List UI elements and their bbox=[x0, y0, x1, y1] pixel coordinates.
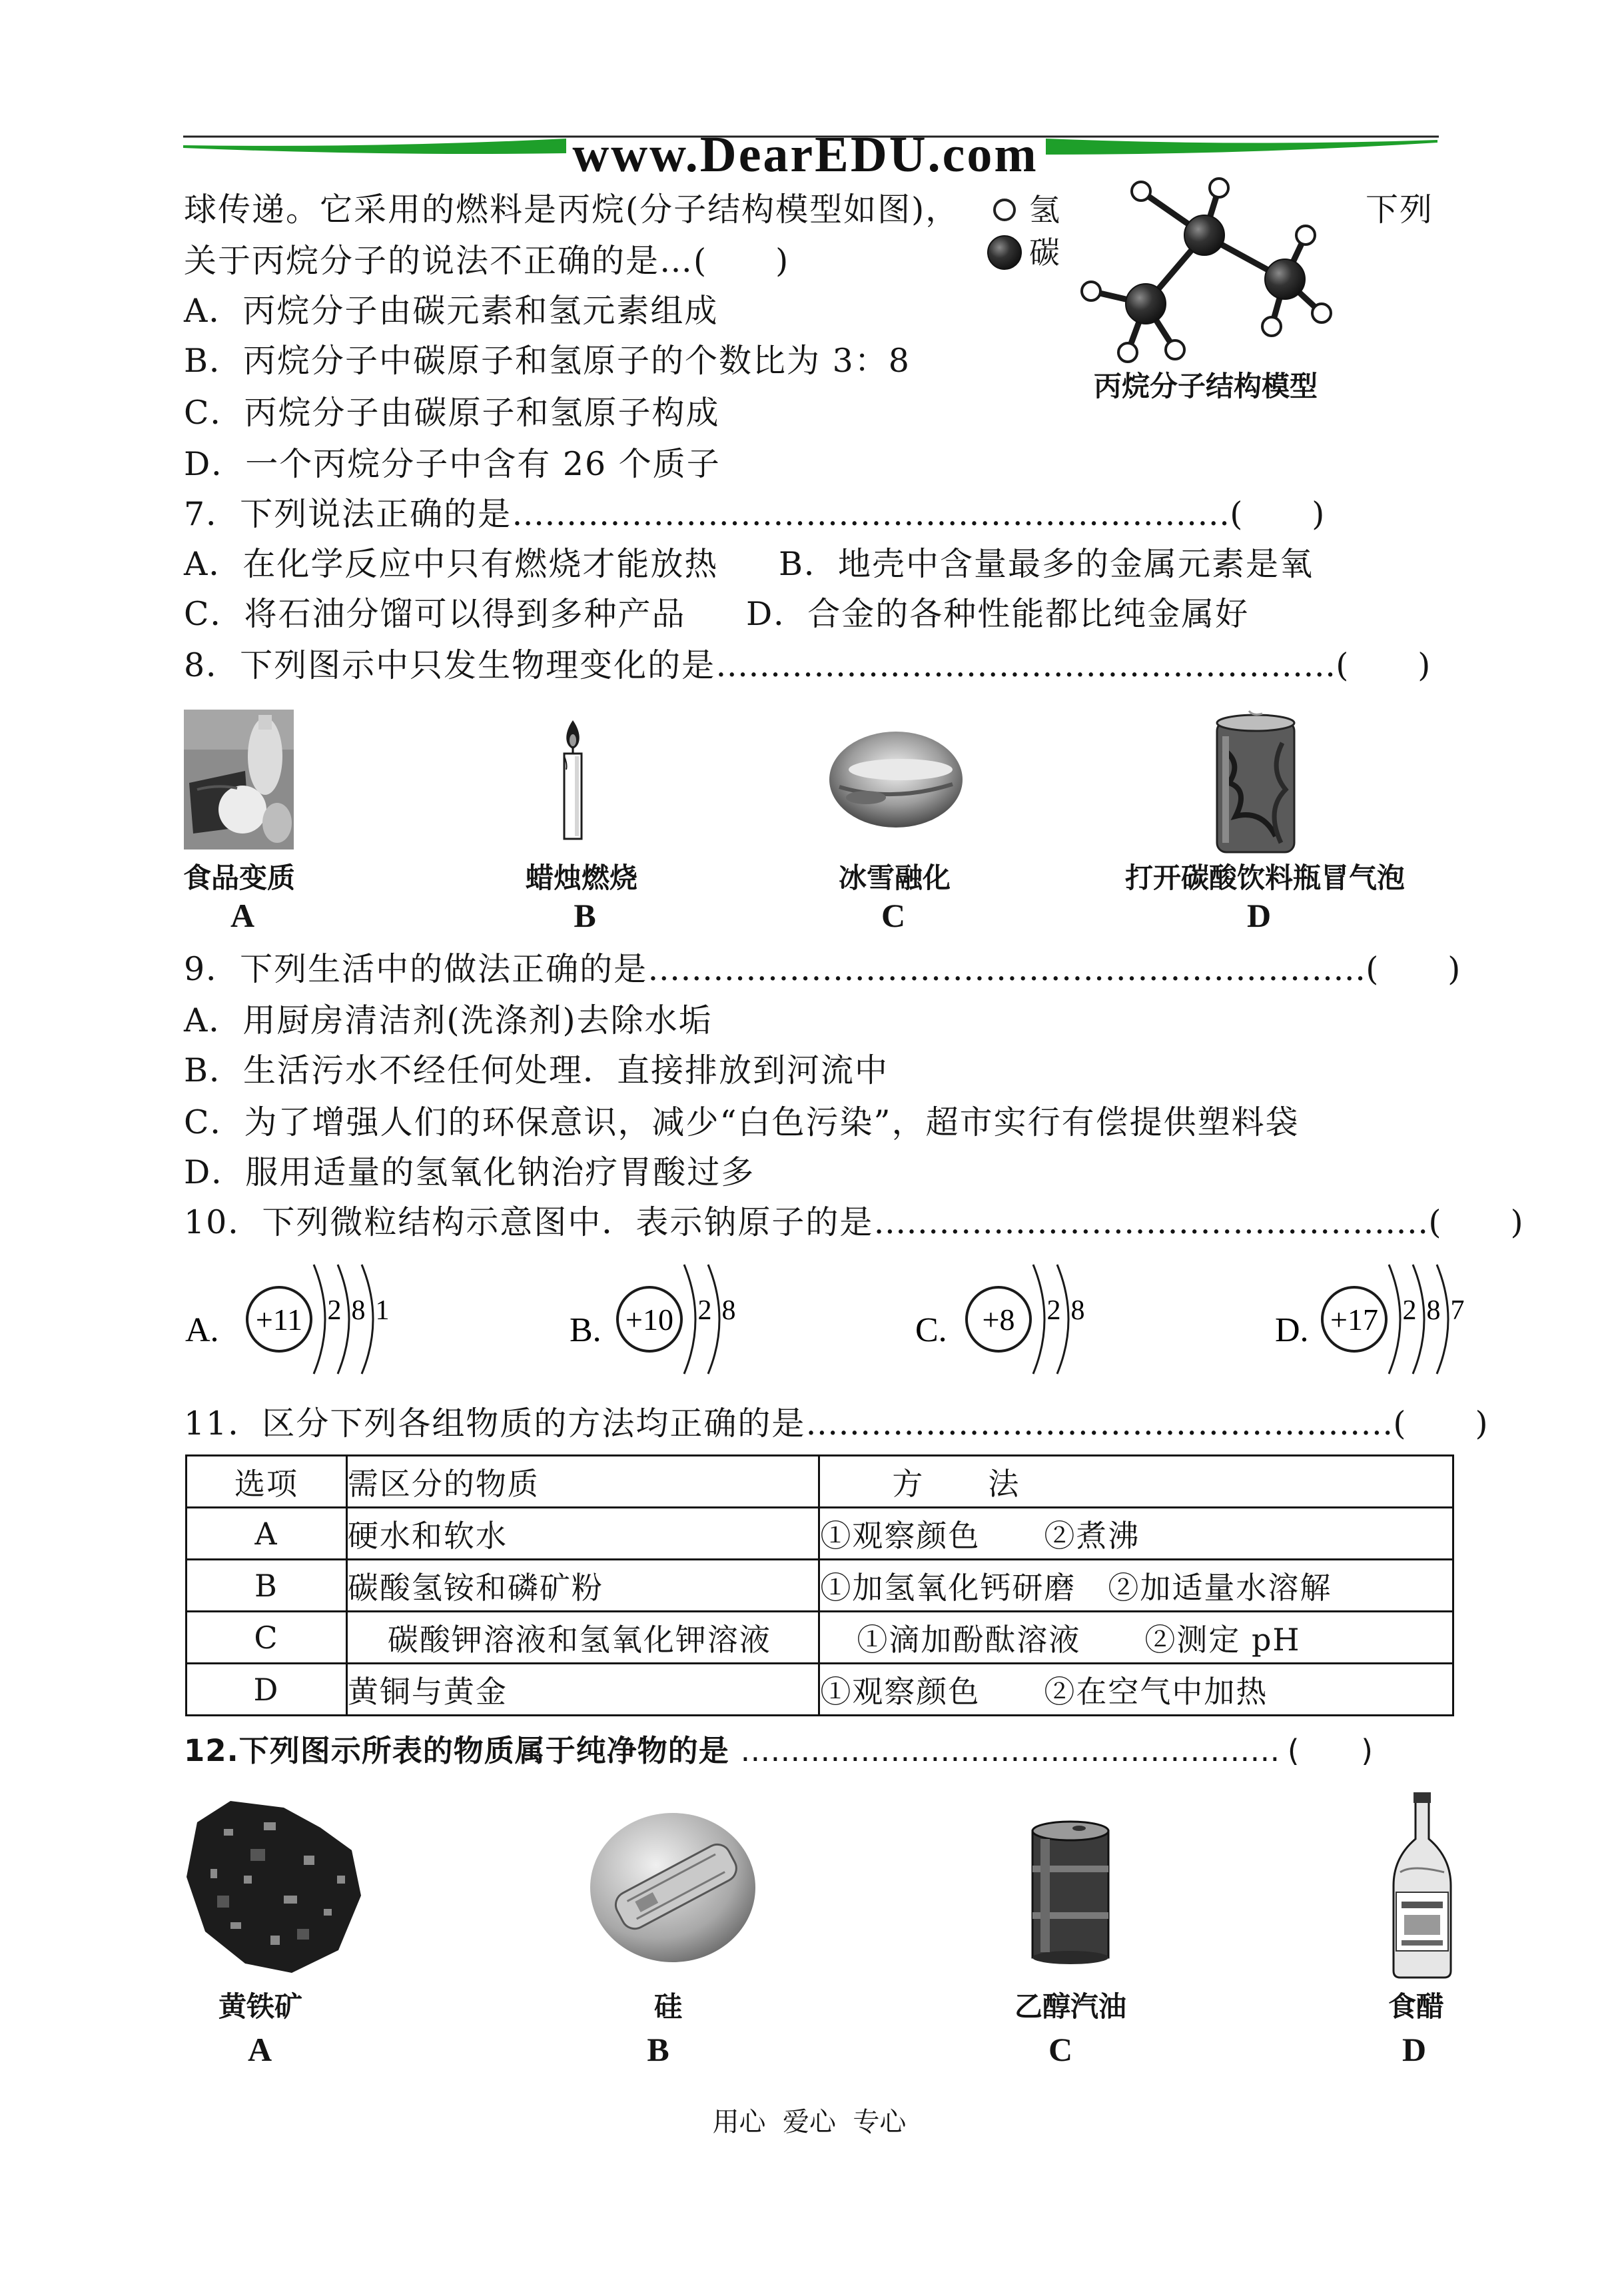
soda-can-image bbox=[1202, 710, 1309, 856]
q6-stem-line1: 球传递。它采用的燃料是丙烷(分子结构模型如图)， bbox=[184, 191, 960, 229]
food-spoilage-image bbox=[184, 710, 294, 850]
q6-stem-line2 bbox=[184, 236, 789, 287]
figure-caption: 丙烷分子结构模型 bbox=[1093, 370, 1318, 402]
q6-option-b: B．丙烷分子中碳原子和氢原子的个数比为 3：8 bbox=[184, 342, 911, 380]
answer-blank: ( ) bbox=[1230, 495, 1326, 533]
table-cell-option: A bbox=[187, 1508, 347, 1560]
pyrite-image bbox=[184, 1796, 364, 1979]
vinegar-bottle-image bbox=[1386, 1792, 1459, 1980]
q10-stem: 10．下列微粒结构示意图中．表示钠原子的是 bbox=[184, 1203, 874, 1241]
q9-option-a: A．用厨房清洁剂(洗涤剂)去除水垢 bbox=[184, 1001, 713, 1039]
q7-option-b: B．地壳中含量最多的金属元素是氧 bbox=[779, 545, 1314, 583]
shell-electrons: 8 bbox=[1426, 1295, 1441, 1326]
q6-option-c: C．丙烷分子由碳原子和氢原子构成 bbox=[184, 394, 720, 432]
page-footer-motto: 用心 爱心 专心 bbox=[712, 2107, 907, 2137]
q8-picture-label-a: 食品变质 bbox=[183, 861, 295, 894]
legend-carbon-label: 碳 bbox=[1029, 235, 1060, 271]
q12-picture-label-d: 食醋 bbox=[1388, 1990, 1444, 2023]
shell-electrons: 1 bbox=[375, 1295, 390, 1326]
table-cell-option: D bbox=[187, 1664, 347, 1716]
q9-option-b: B．生活污水不经任何处理．直接排放到河流中 bbox=[184, 1051, 889, 1089]
table-cell-option: C bbox=[187, 1612, 347, 1664]
table-row bbox=[187, 1664, 1453, 1716]
q6-stem-line1-tail: 下列 bbox=[1366, 191, 1434, 229]
q8-stem-line bbox=[184, 640, 1432, 691]
q11-stem-line bbox=[184, 1399, 1489, 1449]
option-letter: A. bbox=[185, 1311, 219, 1349]
answer-blank: ( ) bbox=[693, 242, 790, 280]
q9-stem: 9．下列生活中的做法正确的是 bbox=[184, 950, 648, 988]
table-cell-methods: ①观察颜色 ②煮沸 bbox=[819, 1508, 1453, 1560]
atom-diagram-d bbox=[1275, 1253, 1475, 1386]
atom-diagram-a bbox=[185, 1253, 398, 1386]
table-cell-methods: ①加氢氧化钙研磨 ②加适量水溶解 bbox=[819, 1560, 1453, 1612]
shell-electrons: 7 bbox=[1450, 1295, 1465, 1326]
melting-snow-image bbox=[826, 723, 966, 836]
q8-picture-letter-c: C bbox=[881, 897, 906, 934]
table-row bbox=[187, 1612, 1453, 1664]
atom-diagram-c bbox=[915, 1253, 1115, 1386]
shell-electrons: 2 bbox=[697, 1295, 712, 1326]
q12-picture-letter-a: A bbox=[247, 2031, 272, 2068]
q7-options-row-2 bbox=[184, 589, 1383, 640]
dot-leader: …………………………………………… bbox=[873, 1203, 1429, 1241]
table-row bbox=[187, 1508, 1453, 1560]
answer-blank: ( ) bbox=[1428, 1203, 1525, 1241]
q6-stem-text: 关于丙烷分子的说法不正确的是… bbox=[184, 242, 694, 280]
dot-leader: ………………………………………………………… bbox=[512, 495, 1230, 533]
dot-leader: ……………………………………………… bbox=[805, 1405, 1394, 1442]
answer-blank: ( ) bbox=[1336, 646, 1432, 684]
q9-option-d: D．服用适量的氢氧化钠治疗胃酸过多 bbox=[184, 1153, 755, 1191]
atom-diagram-b bbox=[570, 1253, 769, 1386]
q12-picture-letter-b: B bbox=[647, 2031, 669, 2068]
table-cell-option: B bbox=[187, 1560, 347, 1612]
nucleus-charge: +17 bbox=[1330, 1303, 1378, 1337]
candle-image bbox=[546, 716, 600, 843]
site-logo-text: www.DearEDU.com bbox=[572, 127, 1038, 183]
q12-stem: 12.下列图示所表的物质属于纯净物的是 bbox=[184, 1733, 741, 1768]
q9-option-c: C．为了增强人们的环保意识，减少“白色污染”，超市实行有偿提供塑料袋 bbox=[184, 1103, 1300, 1141]
q8-picture-label-b: 蜡烛燃烧 bbox=[525, 861, 637, 894]
q12-picture-label-c: 乙醇汽油 bbox=[1014, 1990, 1126, 2023]
shell-electrons: 8 bbox=[721, 1295, 736, 1326]
q8-picture-letter-d: D bbox=[1246, 897, 1272, 934]
answer-blank: ( ) bbox=[1287, 1733, 1374, 1768]
shell-electrons: 2 bbox=[1046, 1295, 1061, 1326]
ethanol-gasoline-image bbox=[1026, 1819, 1116, 1966]
option-letter: D. bbox=[1275, 1311, 1309, 1349]
q9-stem-line bbox=[184, 944, 1462, 995]
q12-picture-label-a: 黄铁矿 bbox=[218, 1990, 302, 2023]
nucleus-charge: +11 bbox=[255, 1303, 303, 1337]
table-header-cell: 选项 bbox=[187, 1456, 347, 1508]
shell-electrons: 2 bbox=[1402, 1295, 1417, 1326]
table-cell-substances: 黄铜与黄金 bbox=[346, 1664, 819, 1716]
q7-stem-line bbox=[184, 489, 1326, 540]
table-cell-methods: ①滴加酚酞溶液 ②测定 pH bbox=[819, 1612, 1453, 1664]
option-letter: C. bbox=[915, 1311, 947, 1349]
dot-leader: ………………………………………………………… bbox=[647, 950, 1366, 988]
q6-option-a: A．丙烷分子由碳元素和氢元素组成 bbox=[184, 292, 719, 330]
nucleus-charge: +10 bbox=[625, 1303, 673, 1337]
q7-options-row-1 bbox=[184, 539, 1383, 590]
table-header-cell: 方 法 bbox=[819, 1456, 1453, 1508]
table-cell-substances: 碳酸氢铵和磷矿粉 bbox=[346, 1560, 819, 1612]
q8-picture-label-c: 冰雪融化 bbox=[838, 861, 951, 894]
q10-stem-line bbox=[184, 1197, 1525, 1248]
table-header-row bbox=[187, 1456, 1453, 1508]
dot-leader: ……………………………………………… bbox=[740, 1733, 1280, 1768]
shell-electrons: 8 bbox=[1070, 1295, 1085, 1326]
q7-option-d: D．合金的各种性能都比纯金属好 bbox=[746, 595, 1250, 633]
q12-picture-label-b: 硅 bbox=[653, 1990, 682, 2023]
option-letter: B. bbox=[570, 1311, 602, 1349]
answer-blank: ( ) bbox=[1366, 950, 1462, 988]
table-cell-substances: 碳酸钾溶液和氢氧化钾溶液 bbox=[346, 1612, 819, 1664]
q7-option-a: A．在化学反应中只有燃烧才能放热 bbox=[184, 545, 719, 583]
q12-picture-letter-c: C bbox=[1048, 2031, 1073, 2068]
nucleus-charge: +8 bbox=[982, 1303, 1015, 1337]
q12-stem-line bbox=[184, 1726, 1374, 1776]
q6-option-d: D．一个丙烷分子中含有 26 个质子 bbox=[184, 445, 721, 483]
q11-stem: 11．区分下列各组物质的方法均正确的是 bbox=[184, 1405, 806, 1442]
q7-stem: 7．下列说法正确的是 bbox=[184, 495, 512, 533]
dot-leader: ………………………………………………… bbox=[715, 646, 1336, 684]
q12-picture-letter-d: D bbox=[1402, 2031, 1427, 2068]
silicon-image bbox=[586, 1809, 759, 1966]
hydrogen-legend-icon bbox=[995, 200, 1014, 220]
shell-electrons: 8 bbox=[351, 1295, 366, 1326]
q8-picture-label-d: 打开碳酸饮料瓶冒气泡 bbox=[1124, 861, 1405, 894]
table-row bbox=[187, 1560, 1453, 1612]
q7-option-c: C．将石油分馏可以得到多种产品 bbox=[184, 595, 686, 633]
answer-blank: ( ) bbox=[1393, 1405, 1489, 1442]
legend-hydrogen-label: 氢 bbox=[1029, 192, 1060, 228]
methods-table bbox=[185, 1454, 1454, 1716]
table-header-cell: 需区分的物质 bbox=[346, 1456, 819, 1508]
shell-electrons: 2 bbox=[327, 1295, 342, 1326]
q8-picture-letter-a: A bbox=[230, 897, 255, 934]
table-cell-methods: ①观察颜色 ②在空气中加热 bbox=[819, 1664, 1453, 1716]
q8-picture-letter-b: B bbox=[574, 897, 596, 934]
table-cell-substances: 硬水和软水 bbox=[346, 1508, 819, 1560]
q8-stem: 8．下列图示中只发生物理变化的是 bbox=[184, 646, 716, 684]
carbon-legend-icon bbox=[988, 236, 1021, 269]
